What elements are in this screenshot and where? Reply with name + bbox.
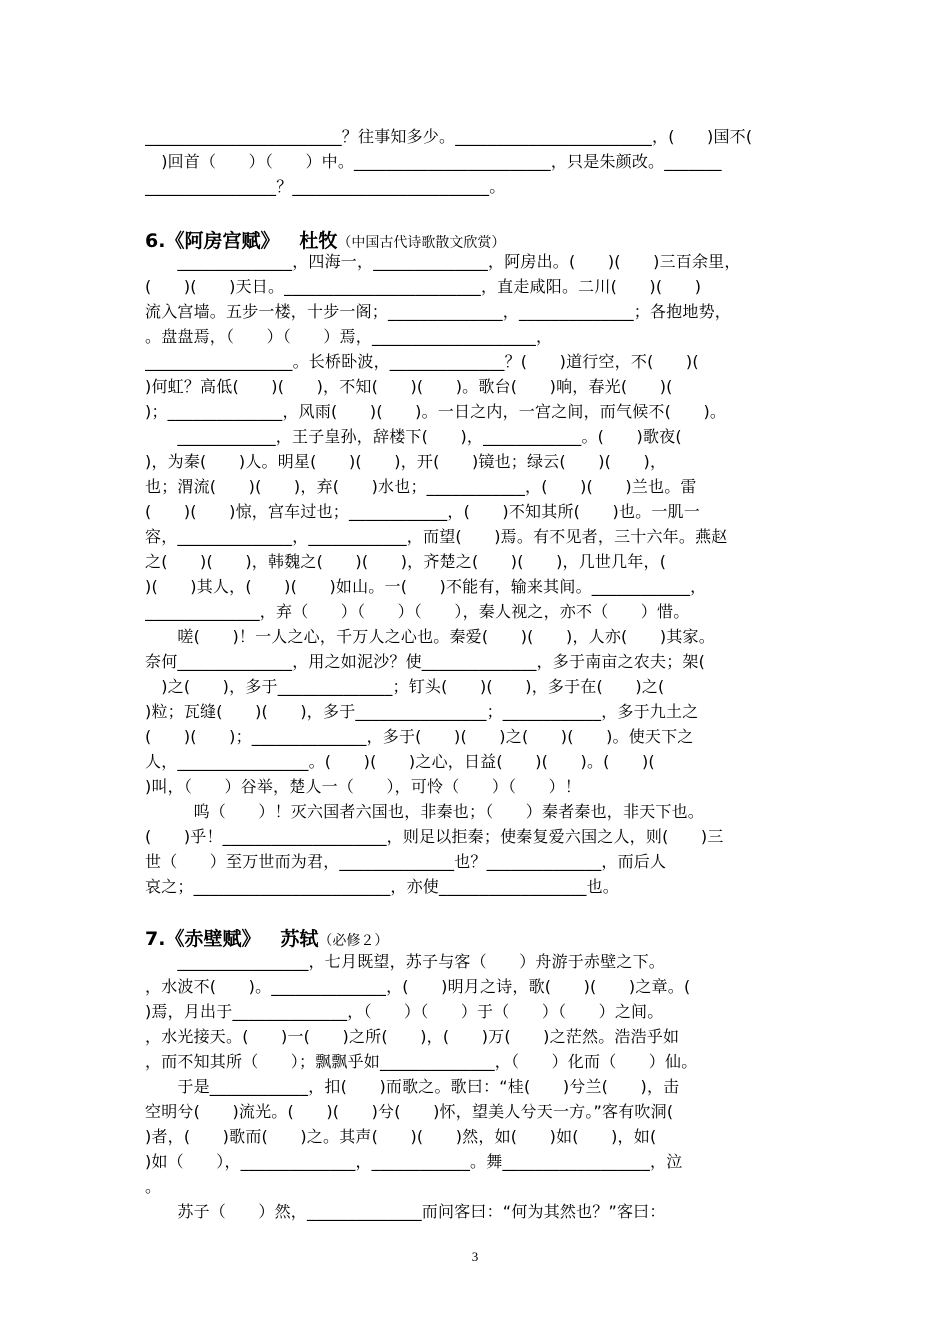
s6-line-9: )，为秦( )人。明星( )( )，开( )镜也；绿云( )( )， bbox=[145, 452, 667, 471]
section-6-note: （中国古代诗歌散文欣赏） bbox=[337, 235, 506, 251]
section-6-author: 杜牧 bbox=[299, 230, 338, 252]
s5-line-1: ________________________？往事知多少。________________________，( )国不( bbox=[145, 127, 753, 146]
s6-line-7: )；______________，风雨( )( )。一日之内，一宫之间，而气候不( )。 bbox=[145, 402, 727, 421]
s6-line-14: )( )其人，( )( )如山。一( )不能有，输来其间。____________， bbox=[145, 577, 707, 596]
s6-line-4: 。盘盘焉，（ ）（ ）焉，____________________， bbox=[145, 327, 553, 346]
s7-line-11: 苏子（ ）然，______________而问客曰：“何为其然也？”客曰： bbox=[145, 1202, 666, 1221]
s6-line-10: 也；渭流( )( )，弃( )水也；____________，( )( )兰也。雷 bbox=[145, 477, 697, 496]
section-7-heading bbox=[145, 924, 388, 951]
s6-line-21: 人，________________。( )( )之心，日益( )( )。( )( bbox=[145, 752, 655, 771]
section-7-number: 7. bbox=[145, 928, 166, 950]
s7-line-1: ________________，七月既望，苏子与客（ ）舟游于赤壁之下。 bbox=[145, 952, 666, 971]
s6-line-3: 流入宫墙。五步一楼，十步一阁；______________，______________；各抱地势， bbox=[145, 302, 732, 321]
section-6-title: 《阿房宫赋》 bbox=[165, 230, 280, 252]
section-7-note: （必修２） bbox=[318, 933, 389, 949]
s7-line-3: )焉，月出于______________，（ ）（ ）于（ ）（ ）之间。 bbox=[145, 1002, 664, 1021]
s6-line-2: ( )( )天日。________________________，直走咸阳。二川( )( ) bbox=[145, 277, 702, 296]
s7-line-8: )者，( )歌而( )之。其声( )( )然，如( )如( )，如( bbox=[145, 1127, 657, 1146]
s6-line-20: ( )( )；______________，多于( )( )之( )( )。使天下之 bbox=[145, 727, 694, 746]
s6-line-6: )何虹？高低( )( )，不知( )( )。歌台( )响，春光( )( bbox=[145, 377, 673, 396]
s5-line-3: ________________？________________________。 bbox=[145, 177, 506, 196]
s7-line-6: 于是____________，扣( )而歌之。歌曰：“桂( )兮兰( )，击 bbox=[145, 1077, 680, 1096]
s6-line-18: )之( )，多于______________；钉头( )( )，多于在( )之( bbox=[145, 677, 665, 696]
s6-line-1: ______________，四海一，______________，阿房出。( )( )三百余里， bbox=[145, 252, 741, 271]
s6-line-23: 呜（ ）！灭六国者六国也，非秦也；（ ）秦者秦也，非天下也。 bbox=[145, 802, 705, 821]
s7-line-4: ，水光接天。( )一( )之所( )，( )万( )之茫然。浩浩乎如 bbox=[145, 1027, 680, 1046]
s6-line-26: 哀之；________________________，亦使__________________也。 bbox=[145, 877, 620, 896]
section-6-number: 6. bbox=[145, 230, 166, 252]
s6-line-11: ( )( )惊，宫车过也；____________，( )不知其所( )也。一肌一 bbox=[145, 502, 700, 521]
section-7-title: 《赤壁赋》 bbox=[165, 928, 261, 950]
s6-line-15: ______________，弃（ ）（ ）（ ），秦人视之，亦不（ ）惜。 bbox=[145, 602, 690, 621]
s6-line-16: 嗟( )！一人之心，千万人之心也。秦爱( )( )，人亦( )其家。 bbox=[145, 627, 715, 646]
s7-line-2: ，水波不( )。______________，( )明月之诗，歌( )( )之章。( bbox=[145, 977, 691, 996]
s6-line-25: 世（ ）至万世而为君，______________也？______________，而后人 bbox=[145, 852, 667, 871]
s7-line-9: )如（ ），______________，____________。舞__________________，泣 bbox=[145, 1152, 683, 1171]
s6-line-19: )粒；瓦缝( )( )，多于________________；____________，多于九土之 bbox=[145, 702, 699, 721]
s6-line-13: 之( )( )，韩魏之( )( )，齐楚之( )( )，几世几年，( bbox=[145, 552, 667, 571]
s6-line-12: 容，______________，____________，而望( )焉。有不见者，三十六年。燕赵 bbox=[145, 527, 728, 546]
s6-line-24: ( )乎！____________________，则足以拒秦；使秦复爱六国之人，则( )三 bbox=[145, 827, 724, 846]
page-number: 3 bbox=[471, 1249, 479, 1264]
s6-line-5: __________________。长桥卧波，______________？( )道行空，不( )( bbox=[145, 352, 699, 371]
s5-line-2: )回首（ ）（ ）中。________________________，只是朱颜改。_______ bbox=[145, 152, 722, 171]
section-6-heading bbox=[145, 226, 505, 253]
s6-line-22: )叫，（ ）谷举，楚人一（ ），可怜（ ）（ ）！ bbox=[145, 777, 582, 796]
s7-line-5: ，而不知其所（ ）；飘飘乎如______________，（ ）化而（ ）仙。 bbox=[145, 1052, 698, 1071]
s6-line-17: 奈何______________，用之如泥沙？使______________，多于南亩之农夫；架( bbox=[145, 652, 706, 671]
section-7-author: 苏轼 bbox=[280, 928, 319, 950]
s7-line-10: 。 bbox=[145, 1177, 162, 1196]
s7-line-7: 空明兮( )流光。( )( )兮( )怀，望美人兮天一方。”客有吹洞( bbox=[145, 1102, 674, 1121]
s6-line-8: ____________，王子皇孙，辞楼下( )，____________。( )歌夜( bbox=[145, 427, 682, 446]
